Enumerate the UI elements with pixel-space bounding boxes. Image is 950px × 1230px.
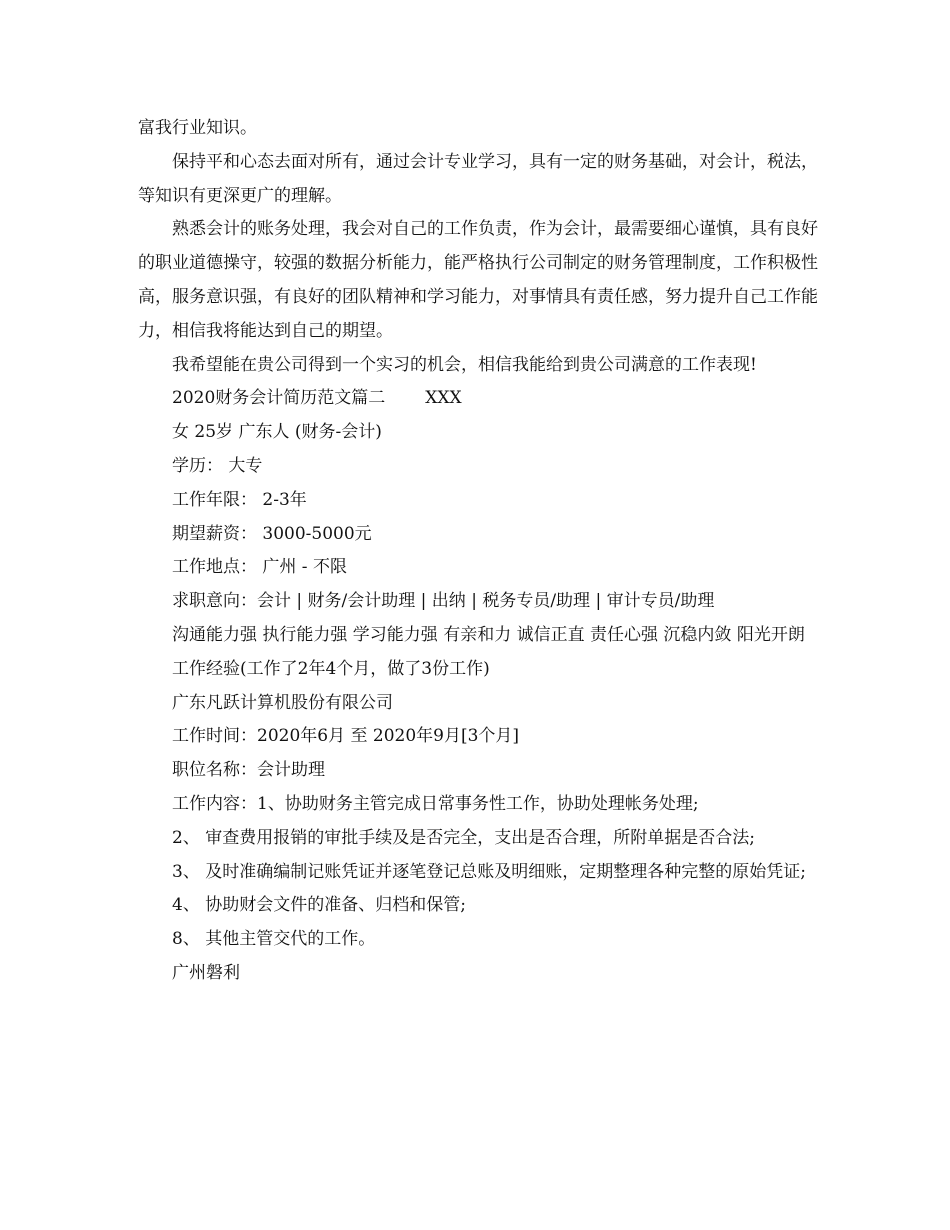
duty-item-2: 2、 审查费用报销的审批手续及是否完全，支出是否合理，所附单据是否合法; xyxy=(172,827,755,848)
duty-item-4: 4、 协助财会文件的准备、归档和保管; xyxy=(172,895,466,916)
paragraph-continuation: 富我行业知识。 xyxy=(138,118,257,138)
work-period: 工作时间：2020年6月 至 2020年9月[3个月] xyxy=(172,726,520,747)
resume-title: 2020财务会计简历范文篇二 xyxy=(172,388,386,409)
company-name-2: 广州磐利 xyxy=(172,962,240,983)
resume-title-line xyxy=(138,382,830,416)
experience-header: 工作经验(工作了2年4个月，做了3份工作) xyxy=(172,658,490,679)
duty-item-8: 8、 其他主管交代的工作。 xyxy=(172,929,376,950)
position-title: 职位名称：会计助理 xyxy=(172,760,325,781)
company-name: 广东凡跃计算机股份有限公司 xyxy=(172,692,393,713)
resume-location: 工作地点： 广州 - 不限 xyxy=(172,557,347,578)
resume-intention: 求职意向：会计 | 财务/会计助理 | 出纳 | 税务专员/助理 | 审计专员/助理 xyxy=(172,591,715,612)
duty-item-1: 工作内容：1、协助财务主管完成日常事务性工作，协助处理帐务处理; xyxy=(172,793,699,814)
resume-years: 工作年限： 2-3年 xyxy=(172,489,307,510)
paragraph-skills: 熟悉会计的账务处理，我会对自己的工作负责，作为会计，最需要细心谨慎，具有良好的职业道德操守，较强的数据分析能力，能严格执行公司制定的财务管理制度，工作积极性高，服务意识强，有良好的团队精神和学习能力，对事情具有责任感，努力提升自己工作能力，相信我将能达到自己的期望。 xyxy=(138,219,818,341)
resume-education: 学历： 大专 xyxy=(172,455,263,476)
resume-traits: 沟通能力强 执行能力强 学习能力强 有亲和力 诚信正直 责任心强 沉稳内敛 阳光开朗 xyxy=(172,624,805,645)
paragraph-attitude: 保持平和心态去面对所有，通过会计专业学习，具有一定的财务基础，对会计，税法，等知识有更深更广的理解。 xyxy=(138,151,818,206)
paragraph-hope: 我希望能在贵公司得到一个实习的机会，相信我能给到贵公司满意的工作表现! xyxy=(172,354,757,375)
resume-profile: 女 25岁 广东人 (财务-会计) xyxy=(172,422,382,443)
duty-item-3: 3、 及时准确编制记账凭证并逐笔登记总账及明细账，定期整理各种完整的原始凭证; xyxy=(172,861,806,882)
resume-salary: 期望薪资： 3000-5000元 xyxy=(172,523,372,544)
resume-name: XXX xyxy=(425,388,462,409)
